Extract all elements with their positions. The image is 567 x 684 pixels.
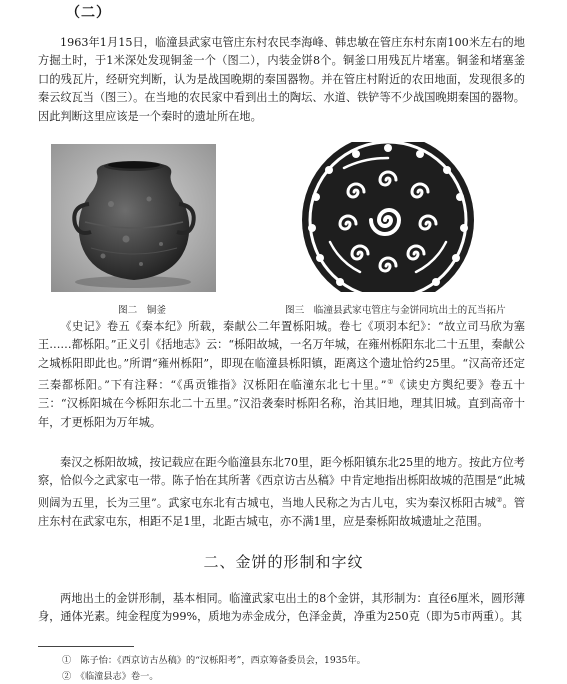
- bronze-cauldron-photo: [51, 144, 216, 292]
- footnote-1-text: 陈子怡：《西京访古丛稿》的“汉栎阳考”，西京筹备委员会，1935年。: [80, 655, 366, 666]
- section-heading: 二、金饼的形制和字纹: [203, 553, 364, 571]
- section-marker: （二）: [66, 5, 111, 21]
- footnote-divider: [38, 646, 134, 647]
- paragraph-city-location-text-b: 。管庄东村在武家屯东，相距不足1里，北距古城屯，亦不满1里，应是秦栎阳故城遗址之范围。: [38, 496, 525, 528]
- paragraph-city-location-text-a: 秦汉之栎阳故城，按记载应在距今临潼县东北70里，距今栎阳镇东北25里的地方。按此方位考察，恰似今之武家屯一带。陈子怡在其所著《西京访古丛稿》中肯定地指出栎阳故城的范围是“此城则阔为五里，长为三里”。武家屯东北有古城屯，当地人民称之为古儿屯，实为秦汉栎阳古城: [38, 456, 525, 510]
- footnote-1-mark: ①: [62, 655, 72, 666]
- paragraph-discovery: [38, 34, 525, 126]
- footnote-1: [62, 652, 366, 666]
- paragraph-gold-cakes-text: 两地出土的金饼形制，基本相同。临潼武家屯出土的8个金饼，其形制为：直径6厘米，圆形薄身，通体光素。纯金程度为99%，质地为赤金成分，色泽金黄，净重为250克（即为5市两重）。其: [38, 592, 525, 624]
- paragraph-historical-records-text-a: 《史记》卷五《秦本纪》所载，秦献公二年置栎阳城。卷七《项羽本纪》：“故立司马欣为塞王……都栎阳。”正义引《括地志》云：“栎阳故城，一名万年城，在雍州栎阳东北二十五里，秦献公之城栎阳即此也。”所谓“雍州栎阳”，即现在临潼县栎阳镇，距离这个遗址恰约25里。“汉高帝还定三秦都栎阳。”下有注释：“《禹贡锥指》汉栎阳在临潼东北七十里。”: [38, 320, 525, 392]
- figure-3-caption: 图三 临潼县武家屯管庄与金饼同坑出土的瓦当拓片: [285, 305, 506, 316]
- footnote-2: [62, 668, 158, 682]
- paragraph-city-location: [38, 454, 525, 531]
- footnote-2-mark: ②: [62, 671, 72, 682]
- paragraph-historical-records-text-b: 《读史方舆纪要》卷五十三：“汉栎阳城在今栎阳东北二十五里。”汉沿袭秦时栎阳名称，治其旧地，理其旧城。直到高帝十年，才更栎阳为万年城。: [38, 378, 525, 429]
- figure-2-caption: 图二 铜釜: [118, 305, 166, 316]
- tile-end-rubbing: [260, 142, 517, 296]
- paragraph-historical-records: [38, 318, 525, 432]
- footnote-ref-1[interactable]: ①: [386, 378, 395, 387]
- footnote-ref-2[interactable]: ②: [496, 495, 503, 504]
- paragraph-discovery-text: 1963年1月15日，临潼县武家屯管庄东村农民李海峰、韩忠敏在管庄东村东南100米左右的地方掘土时，于1米深处发现铜釜一个（图二），内装金饼8个。铜釜口用残瓦片堵塞。铜釜和堵塞釜口的残瓦片，经研究判断，认为是战国晚期的秦国器物。并在管庄村附近的农田地面，发现很多的秦云纹瓦当（图三）。在当地的农民家中看到出土的陶坛、水道、铁铲等不少战国晚期秦国的器物。因此判断这里应该是一个秦时的遗址所在地。: [38, 36, 525, 123]
- paragraph-gold-cakes: [38, 590, 525, 627]
- footnote-2-text: 《临潼县志》卷一。: [80, 671, 159, 682]
